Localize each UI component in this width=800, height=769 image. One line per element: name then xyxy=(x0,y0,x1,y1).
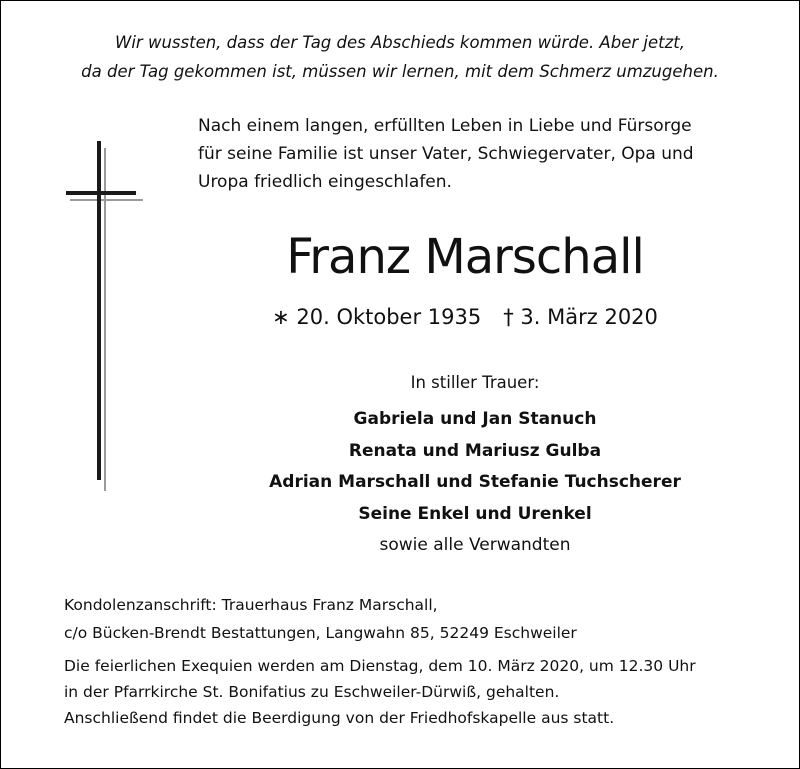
death-date: 3. März 2020 xyxy=(520,305,658,329)
mourner-name: Renata und Mariusz Gulba xyxy=(348,440,602,461)
mourner-name: Seine Enkel und Urenkel xyxy=(358,503,592,524)
condolence-address xyxy=(64,591,754,647)
intro-text xyxy=(198,112,743,196)
motto-quote xyxy=(40,28,760,86)
cross-shadow-horizontal xyxy=(70,199,143,201)
life-dates xyxy=(180,300,750,334)
mourner-name: Gabriela und Jan Stanuch xyxy=(353,409,597,429)
mourners-list xyxy=(210,404,740,562)
intro-line: Uropa friedlich eingeschlafen. xyxy=(198,172,452,192)
motto-line: da der Tag gekommen ist, müssen wir lernen, mit dem Schmerz umzugehen. xyxy=(81,62,719,81)
birth-icon: ∗ xyxy=(272,305,290,329)
mourner-name: Adrian Marschall und Stefanie Tuchscherer xyxy=(269,472,681,492)
relatives-line: sowie alle Verwandten xyxy=(379,535,571,555)
cross-horizontal-beam xyxy=(66,191,136,195)
intro-line: für seine Familie ist unser Vater, Schwiegervater, Opa und xyxy=(198,144,694,164)
intro-line: Nach einem langen, erfüllten Leben in Liebe und Fürsorge xyxy=(198,116,692,136)
motto-line: Wir wussten, dass der Tag des Abschieds kommen würde. Aber jetzt, xyxy=(115,33,685,52)
service-info xyxy=(64,653,754,731)
service-line: Die feierlichen Exequien werden am Dienstag, dem 10. März 2020, um 12.30 Uhr xyxy=(64,657,696,675)
birth-date: 20. Oktober 1935 xyxy=(296,305,482,329)
address-line: Kondolenzanschrift: Trauerhaus Franz Marschall, xyxy=(64,596,438,614)
address-line: c/o Bücken-Brendt Bestattungen, Langwahn 85, 52249 Eschweiler xyxy=(64,624,577,642)
service-line: in der Pfarrkirche St. Bonifatius zu Eschweiler-Dürwiß, gehalten. xyxy=(64,683,560,701)
mourning-heading: In stiller Trauer: xyxy=(410,373,540,392)
death-icon: † xyxy=(503,305,514,329)
service-line: Anschließend findet die Beerdigung von der Friedhofskapelle aus statt. xyxy=(64,709,615,727)
deceased-name: Franz Marschall xyxy=(286,229,644,285)
